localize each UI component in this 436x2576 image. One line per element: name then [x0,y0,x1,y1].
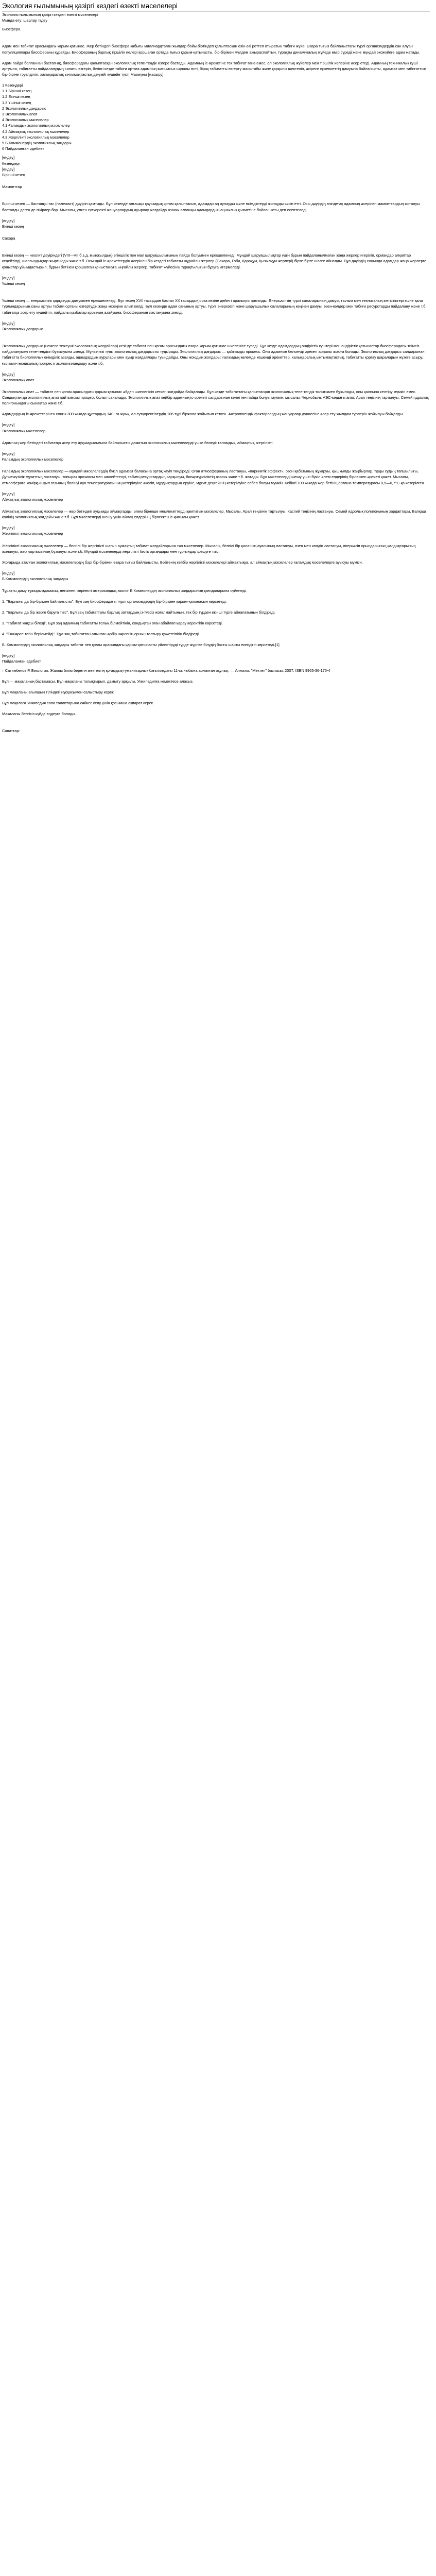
toc-item[interactable]: 1.3 Үшінші кезең [2,100,31,105]
section-heading-second: Екінші кезең [2,224,24,229]
section-heading-references: Пайдаланған әдебиет [2,659,41,664]
section-heading-biosphere: Биосфера. [2,27,22,32]
disaster-paragraph-2: Адамдардың іс-әрекеттерінен соңғы 300 жылда құстардың 140- ға жуық, ал сүтқоректілердің 106 түрі біржола жойылып кеткен. Антропогендік факторлардың жануарлар дүниесіне әсер ету жылдам түрлерін жойылуы байқалды. [2,412,404,417]
toc-item[interactable]: 1 Кезеңдері [2,83,23,88]
section-heading-crisis: Экологиялық дағдарыс [2,326,43,331]
section-heading-commoner: Б.Коммонердің экологиялық заңдары [2,576,68,581]
section-heading-regional: Аймақтық экологиялық мәселелер [2,497,63,502]
categories-label[interactable]: Санаттар: [2,728,20,733]
author-line[interactable]: Мыңда өту: шарлау, Іздеу [2,18,48,23]
stub-notice: Бұл мақаланы ағылшын тіліндегі нұсқасымен салыстыру керек. [2,689,115,694]
global-paragraph: Ғаламдық экологиялық мәселелер — мұндай мәселелердің бүкіл адамзат баласына ортақ қауіп төндіреді. Оған атмосфераның ластануы, «парниктік эффект», озон қабатының жұқаруы, қышқылды жаңбырлар, тұщы судың тапшылығы, Дүниежүзілік мұхиттың ластануы, топырақ эрозиясы мен шөлейттенуі, табиғи ресурстардың сарқылуы, биоәртүрліліктің азаюы және т.б. жатады. Бұл мәселелерді шешу үшін бүкіл әлем елдерінің бірлескен әрекеті қажет. Мысалы, атмосфераға көмірқышқыл газының бөлінуі ауа температурасының көтерілуіне әкеліп, мұздықтардың еруіне, мұхит деңгейінің көтерілуіне себеп болуы мүмкін. Кейінгі 100 жылда жер бетінің орташа температурасы 0,5—0,7°С-қа көтерілген. [2,469,425,485]
toc-item[interactable]: 5 Б.Коммонердің экологиялық заңдары [2,141,72,146]
toc-item[interactable]: 4.3 Жергілікті экологиялық мәселелер [2,134,69,140]
commoner-law: 3. "Табиғат жақсы біледі". Бұл заң адамның табиғатты толық білмейтінін, сондықтан оған абайлап қарау керектігін көрсетеді. [2,621,223,626]
commoner-law: 4. "Ешнәрсе тегін берілмейді". Бұл заң табиғаттан алынған әрбір нәрсенің орнын толтыру қажеттілігін білдіреді. [2,632,200,637]
disaster-paragraph: Экологиялық апат — табиғат пен қоғам арасындағы қарым-қатынас әбден шиеленісіп кеткен жағдайда байқалады. Бұл кезде табиғаттағы қалыптасқан экологиялық тепе-теңдік толығымен бұзылады, оны қалпына келтіру мүмкін емес. Сондықтан да экологиялық апат қайтымсыз процесс болып саналады. Экологиялық апат кейбір адамның іс-әрекеті салдарынан кенеттен пайда болуы мүмкін, мысалы: Чернобыль АЭС-ындағы апат, Арал теңізінің тартылуы, Семей ядролық полигонындағы сынақтар және т.б. [2,389,429,406]
section-heading-disaster: Экологиялық апат [2,377,34,382]
intro-paragraph-2: Адам пайда болғаннан бастап-ақ, биосферадағы қалыптасқан экологиялық тепе-теңдік өзгере бастады. Адамның іс-әрекетіне тек табиғат ғана емес, ол экологиялық жүйелер мен тіршілік иелеріне әсер етеді. Адамның техникалық күші артуына, табиғатты пайдаланудың сипаты өзгеріп, бүгінгі кезде табиғи ортаға адамның жағымсыз ықпалы өсті, бірақ табиғатты өзгерту масштабы және қарқыны шектеліп, әсіресе өркениеттің дамуына байланысты, адамзат мен табиғаттың бір-біріне тәуелділігі, халықаралық ынтымақтастық деңгейі күшейе түсті.Мазмұны [жасыру] [2,60,426,77]
second-stage-paragraph: Екінші кезең — неолит дәуіріндегі (VIII—VII б.з.д. мыңжылдық) егіншілік пен мал шаруашылығының пайда болуымен ерекшеленеді. Мұндай шаруашылықтар үшін бұрын пайдаланылмаған жаңа жерлер игеріліп, ормандар алқаптар кеңейтілді, шалғындықтар жыртылды және т.б. Осындай іс-әрекеттердің әсерінен бір кездегі табиғаты шұрайлы жерлер (Сахара, Гоби, Қарақұм, Қызылқұм жерлері) бірте-бірте шөлге айналды. Бұл дәуірдің соңында адамдар жаңа жерлерге қоныстар ұйымдастырып, бұрын бетінен қоршалған қоныстануға ыңғайлы жерлер, табиғат жүйесінің тұрақтылығын бұзуға итермеледі. [2,253,427,269]
edit-link[interactable]: [өңдеу] [2,526,15,531]
commoner-law: 1. "Барлығы да бір-бірімен байланысты". Бұл заң биосферадағы түрлі организмдердің бір-бірімен қарым-қатынасын көрсетеді. [2,599,227,604]
toc-item[interactable]: 6 Пайдаланған әдебиет [2,146,44,151]
commoner-intro: Тұрақты даму тұжырымдамасы, негізінен, көрнекті американдық эколог Б.Коммонердің экологиялық заңдарының қағидаларына сүйенеді. [2,588,247,594]
toc-item[interactable]: 3 Экологиялық апат [2,112,38,117]
edit-link[interactable]: [өңдеу] [2,275,15,280]
crisis-paragraph: Экологиялық дағдарыс (немесе тежеуші экологиялық жағдайлар) кезінде табиғат пен қоғам арасындағы өзара қарым-қатынас шиеленісе түседі. Бұл кезде адамдардың өндірістік күштері мен өндірістік қатынастар биосферадағы тиімсіз пайдаланумен тепе-теңдікті бұзылуына әкелді. Мұның өзі түпкі экологиялық дағдарысты тудырады. Экологиялық дағдарыс — қайтымды процесс. Оны адамның белсенді әрекеті арқылы жоюға болады. Экологиялық дағдарыс салдарынан табиғатта биологиялық өнімділік азаяды, адамдардың аурулары мен ауыр жағдайлары туындайды. Оны жоюдың жолдары: ғаламдық көлемде кешенді әрекеттер, халықаралық ынтымақтастық, табиғатты қорғау шараларын жүзеге асыру, ғылыми-техникалық прогресті экологияландыру және т.б. [2,343,425,366]
toc-item[interactable]: 4 Экологиялық мәселелер [2,117,49,123]
edit-link[interactable]: [өңдеу] [2,491,15,496]
toc-item[interactable]: 1.1 Бірінші кезең [2,89,32,94]
toc-item[interactable]: 4.1 Ғаламдық экологиялық мәселелер [2,123,70,128]
edit-link[interactable]: [өңдеу] [2,451,15,456]
first-stage-paragraph: Бірінші кезең — бастапқы тас (палеолит) дәуірін қамтиды. Бұл кезеңде алғашқы қауымдық қоғам қалыптасып, адамдар аң аулауды және өсімдіктерді жинауды кәсіп етті. Осы дәуірдің өзінде-ақ адамның әсерінен мамонттардың жоғалуы басталды деген де пікірлер бар. Мысалы, үлкен сүтқоректі жануарлардың ауырлау жағдайда азаюы алғашқы адамдардың аңшылық қызметіне байланысты деп есептеледі. [2,201,420,212]
commoner-law: 2. "Барлығы да бір жерге баруға тиіс". Бұл заң табиғаттағы барлық заттардың із-түзсіз жоғалмайтынын, тек бір түрден екінші түрге айналатынын білдіреді. [2,610,276,615]
toc-item[interactable]: 4.2 Аймақтық экологиялық мәселелер [2,129,69,134]
edit-link[interactable]: [өңдеу] [2,422,15,428]
section-heading-local: Жергілікті экологиялық мәселелер [2,531,63,536]
edit-link[interactable]: [өңдеу] [2,166,15,172]
section-heading-third: Үшінші кезең [2,281,25,286]
article [0,0,432,734]
stub-notice: Бұл мақалаға Уикипедия сапа талаптарына сәйкес келу үшін қосымша ақпарат керек. [2,700,154,705]
section-heading-stages: Кезеңдері [2,161,20,166]
toc-item[interactable]: 2 Экологиялық дағдарыс [2,106,46,111]
local-paragraph: Жергілікті экологиялық мәселелер — белгілі бір жергілікті шағын аумақтың табиғат жағдайларына тән мәселелер. Мысалы, белгілі бір қаланың ауасының ластануы, өзен мен көлдің ластануы, өнеркәсіп орындарының қалдықтарының жиналуы, жер қыртысының бұзылуы және т.б. Мұндай мәселелерді жергілікті билік органдары мен тұрғындар шешуге тиіс. [2,543,416,554]
reference-item: ↑ Сатимбеков Р. Биология: Жалпы білім беретін мектептің қоғамдық-гуманитарлық бағытындағы 11-сыныбына арналған оқулық. — Алматы: "Мектеп" баспасы, 2007. ISBN 9965-36-175-4 [2,668,330,673]
regional-paragraph: Аймақтық экологиялық мәселелер — жер бетіндегі ауқымды аймақтарды, әлем бірнеше мемлекеттерді қамтитын мәселелер. Мысалы, Арал теңізінің тартылуы, Каспий теңізінің ластануы, Семей ядролық полигонының зардаптары, Балқаш көлінің экологиялық жағдайы және т.б. Бұл мәселелерді шешу үшін аймақ елдерінің бірлескен іс-қимылы қажет. [2,509,426,520]
page-title: Экология ғылымының қазіргі кездегі өзекті мәселелері [2,0,430,12]
table-of-contents [2,82,430,151]
section-heading-problems: Экологиялық мәселелер [2,428,46,433]
image-caption-mammoth: Мамонттар [2,184,22,190]
third-stage-paragraph: Үшінші кезең — өнеркәсіптік қарқынды дамуымен ерекшеленеді. Бұл кезең XVII ғасырдан бастап XX ғасырдың орта кезіне дейінгі аралықты қамтиды. Өнеркәсіптің түрлі салаларының дамуы, ғылым мен техниканың жетістіктері және қала тұрғындарының саны артуы табиғи ортаны өзгертудің жаңа кезеңіне алып келді. Бұл кезеңде адам санының артуы, түрлі өнеркәсіп және шаруашылық салаларының кеңінен дамуы, өзен-көлдер мен табиғи ресурстарды пайдалану және т.б. табиғатқа әсер ету күшейтіп, пайдалы қазбалар қорының азайуына, биосфераның ластануына әкелді. [2,298,427,315]
section-heading-global: Ғаламдық экологиялық мәселелер [2,456,64,462]
section-heading-first: Бірінші кезең [2,173,25,178]
image-caption-sahara: Сахара [2,236,15,241]
edit-link[interactable]: [өңдеу] [2,218,15,223]
stub-notice: Бұл — мақаланың бастамасы. Бұл мақаланы толықтырып, дамыту арқылы, Уикипедияға көмектесе аласыз. [2,679,194,684]
edit-link[interactable]: [өңдеу] [2,320,15,326]
commoner-outro: Б. Коммонердің экологиялық заңдары табиғат пен қоғам арасындағы қарым-қатынасты үйлестіруді түрде жүргізе білудің басты шарты екендігін көрсетеді.[1] [2,642,280,648]
problems-paragraph: Адамның жер бетіндегі табиғатқа әсер ету ауқымдылығына байланысты дамитын экологиялық мәселелерді үшке бөледі: ғаламдық, аймақтық, жергілікті. [2,440,274,445]
edit-link[interactable]: [өңдеу] [2,155,15,160]
edit-link[interactable]: [өңдеу] [2,570,15,575]
stub-notice: Мақаланы белгісіз күйде өңдеуге болады. [2,711,76,716]
local-paragraph-2: Жоғарыда аталған экологиялық мәселелердің бәрі бір-бірімен өзара тығыз байланысты. Бәйтенің кейбір жергілікті мәселелері аймақтыққа, ал аймақтық мәселелер ғаламдық мәселелерге ауысуы мүмкін. [2,560,363,565]
edit-link[interactable]: [өңдеу] [2,653,15,658]
page-subtitle: Экология ғылымының қазіргі кездегі өзекті мәселелері [2,12,98,17]
intro-paragraph: Адам мен табиғат арасындағы қарым-қатынас. Жер бетіндегі биосфера қабығы миллиардтаған жылдар бойы біртіндеп қалыптасқан өзін-өзі реттеп отыратын табиғи жүйе. Өзара тығыз байланыстағы түрлі организмдердің сан алуан популяциялары биосфераны құрайды. Биосфераның барлық тіршілік иелері қоршаған ортада тығыз қарым-қатынасты, бір-бірімен мүлдем ажыраспайтын, тұрақты динамикалық жүйеде өмір сүреді және мұндай экожүйеге адам жатады. [2,44,421,55]
edit-link[interactable]: [өңдеу] [2,371,15,377]
toc-item[interactable]: 1.2 Екінші кезең [2,94,30,99]
